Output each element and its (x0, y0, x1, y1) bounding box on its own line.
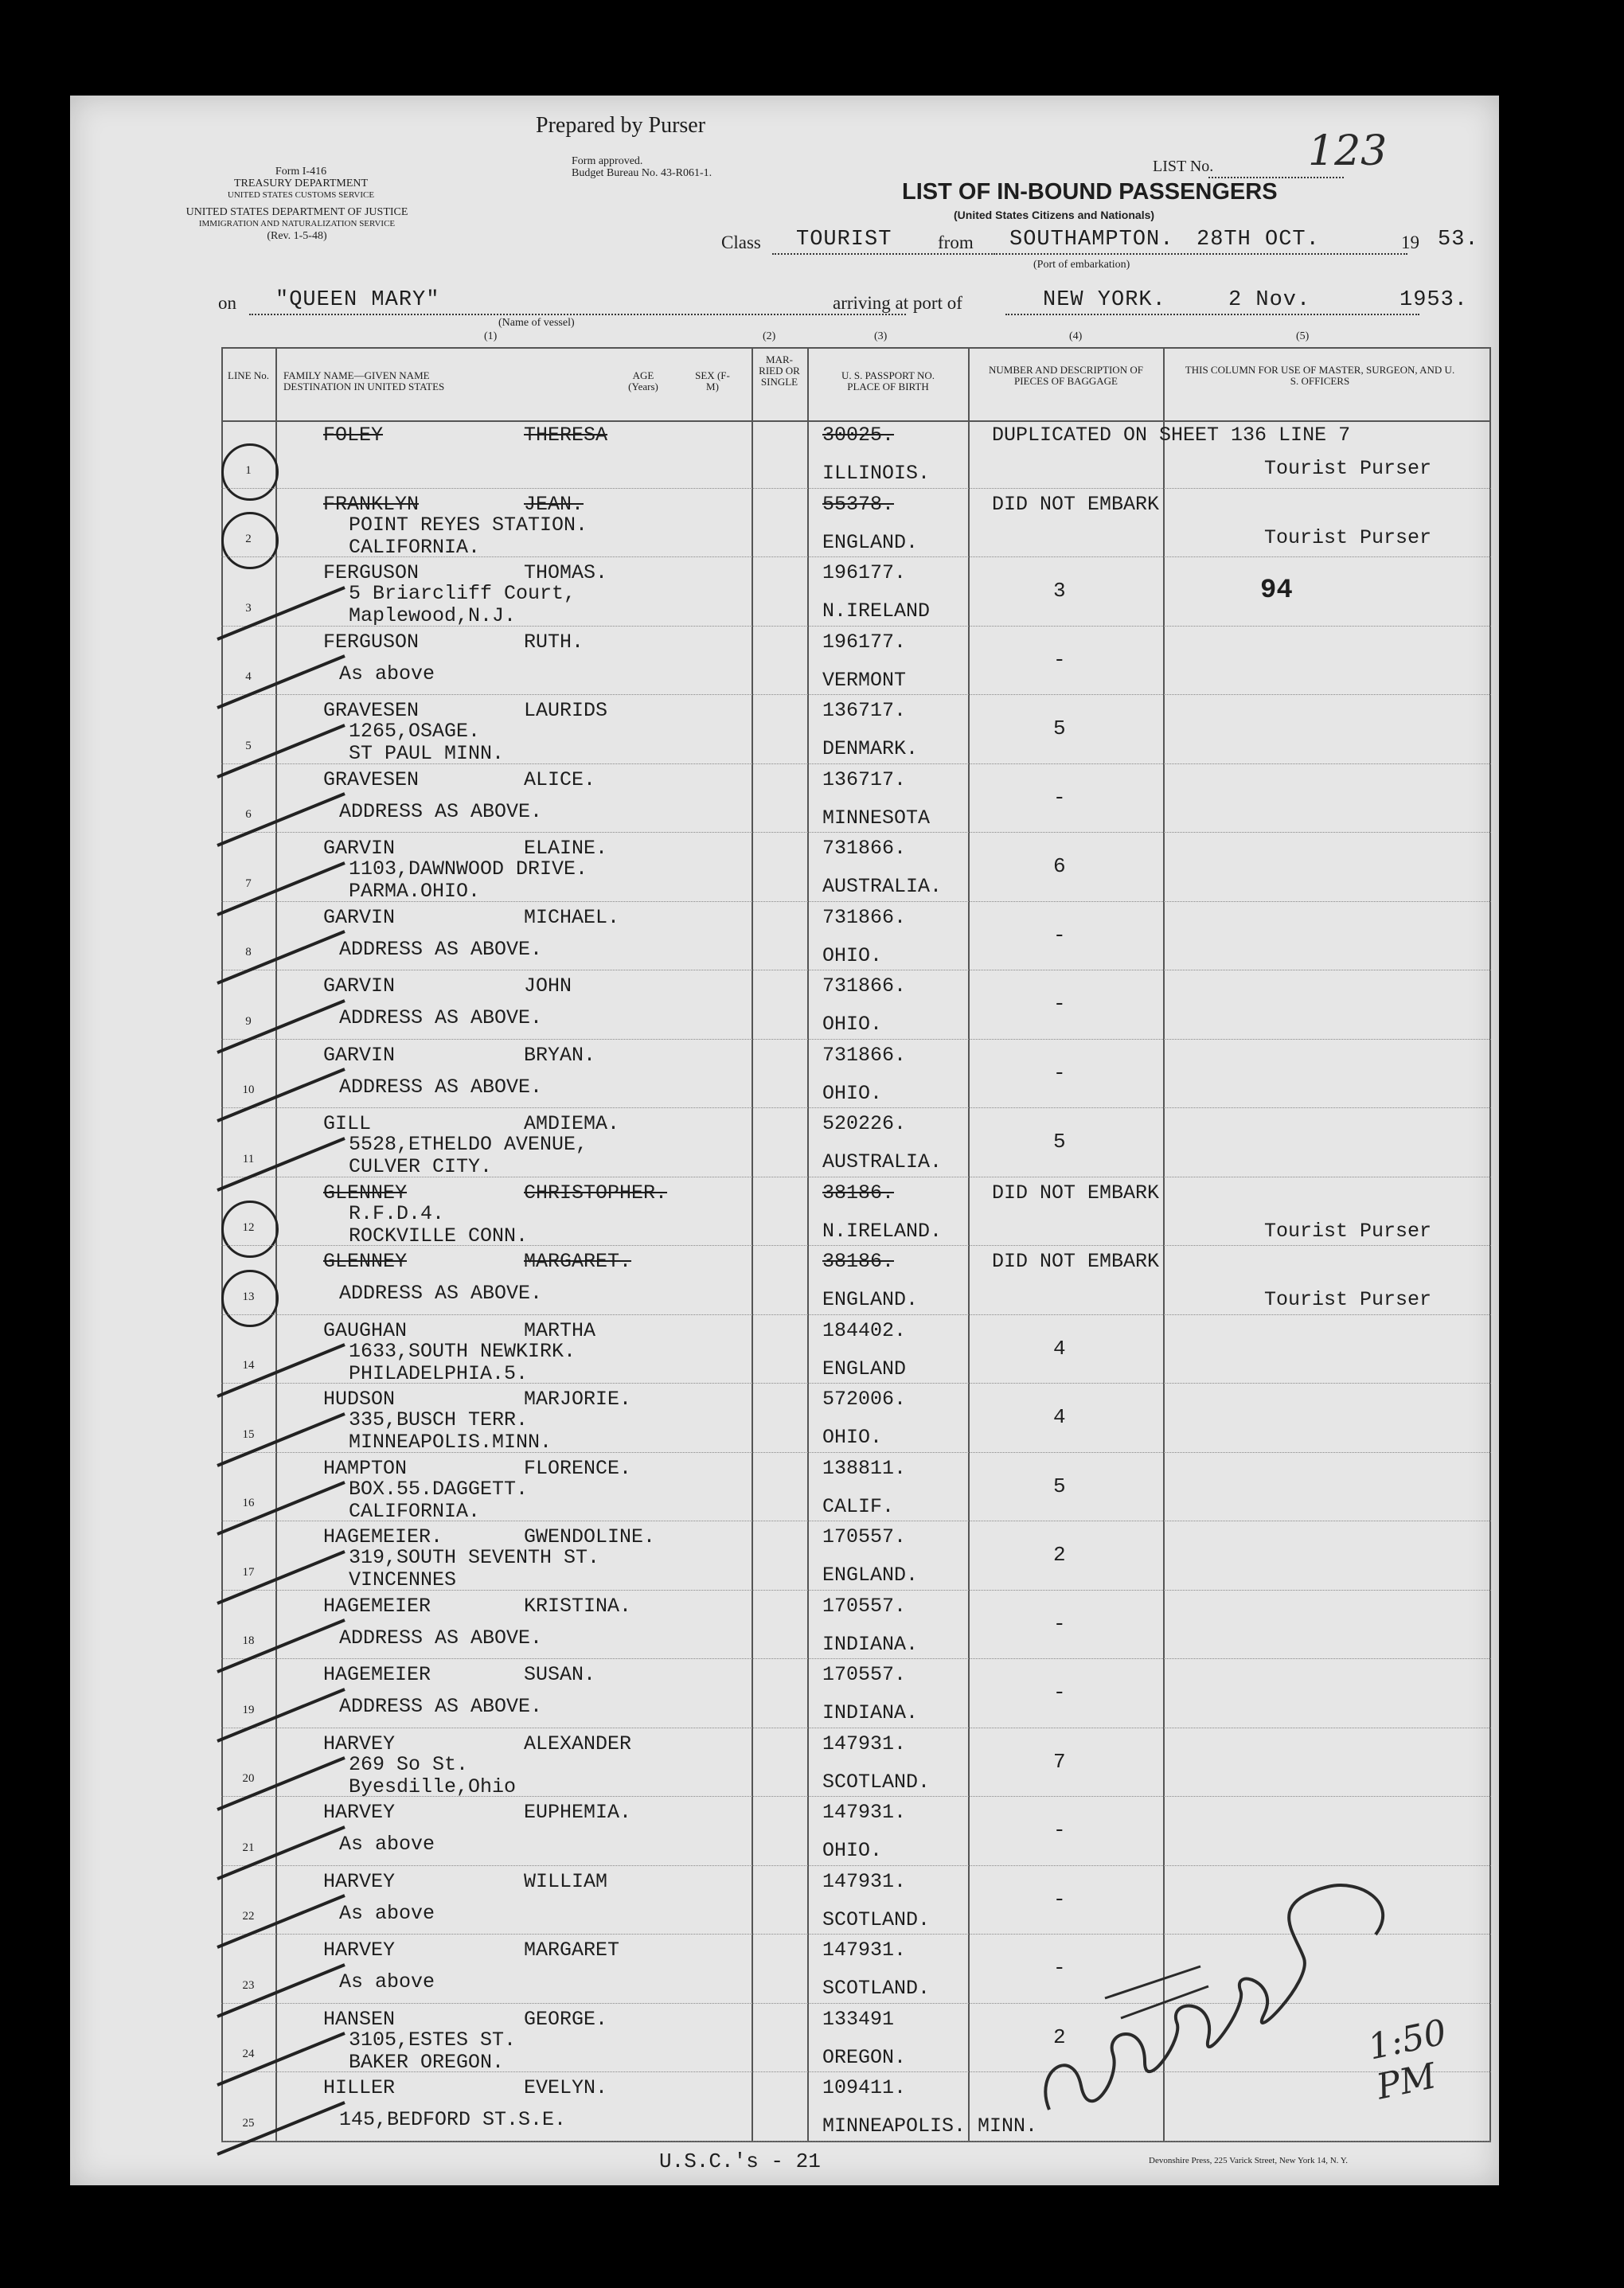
place-of-birth: MINNEAPOLIS. MINN. (822, 2114, 1038, 2138)
family-name: GRAVESEN (323, 699, 420, 722)
place-of-birth: SCOTLAND. (822, 1770, 931, 1794)
place-of-birth: INDIANA. (822, 1701, 919, 1724)
row-number: 19 (242, 1703, 255, 1716)
place-of-birth: MINNESOTA (822, 806, 931, 830)
destination-line: POINT REYES STATION. (349, 513, 588, 537)
form-line: UNITED STATES DEPARTMENT OF JUSTICE (185, 206, 408, 218)
given-name: WILLIAM (524, 1869, 608, 1893)
destination-line: Maplewood,N.J. (349, 604, 517, 627)
baggage-count: 5 (1053, 1130, 1066, 1154)
row-number: 2 (245, 533, 252, 545)
place-of-birth: AUSTRALIA. (822, 875, 943, 898)
given-name: KRISTINA. (524, 1594, 632, 1618)
destination-line: CALIFORNIA. (349, 535, 481, 559)
col-header-baggage: NUMBER AND DESCRIPTION OF PIECES OF BAGGAGE (989, 364, 1143, 387)
col-header-name: FAMILY NAME—GIVEN NAME DESTINATION IN UNITED STATES (283, 369, 445, 392)
place-of-birth: DENMARK. (822, 737, 919, 760)
given-name: EUPHEMIA. (524, 1801, 632, 1824)
on-label: on (218, 293, 236, 313)
place-of-birth: OHIO. (822, 1839, 883, 1862)
passport-number: 147931. (822, 1801, 907, 1824)
passport-number: 170557. (822, 1525, 907, 1548)
destination-line: ADDRESS AS ABOVE. (339, 1626, 543, 1650)
document-title: LIST OF IN-BOUND PASSENGERS (902, 179, 1278, 205)
baggage-count: 4 (1053, 1405, 1066, 1429)
baggage-count: - (1053, 647, 1066, 672)
table-row (70, 627, 1499, 697)
officer-note: DUPLICATED ON SHEET 136 LINE 7 (992, 424, 1351, 447)
destination-line: 1633,SOUTH NEWKIRK. (349, 1339, 576, 1363)
destination-line: As above (339, 1901, 435, 1925)
place-of-birth: VERMONT (822, 668, 907, 692)
document-subtitle: (United States Citizens and Nationals) (954, 209, 1155, 221)
family-name: HAGEMEIER (323, 1663, 431, 1686)
passport-number: 196177. (822, 630, 907, 654)
row-divider (221, 901, 1491, 902)
table-row (70, 490, 1499, 559)
family-name: HARVEY (323, 1939, 396, 1962)
passport-number: 731866. (822, 1043, 907, 1067)
given-name: JOHN (524, 974, 572, 998)
place-of-birth: SCOTLAND. (822, 1977, 931, 2000)
row-number: 16 (242, 1497, 255, 1509)
family-name: GAUGHAN (323, 1318, 408, 1342)
row-divider (221, 1039, 1491, 1040)
given-name: MARGARET. (524, 1250, 632, 1273)
class-value: TOURIST (796, 228, 892, 252)
destination-line: ROCKVILLE CONN. (349, 1224, 529, 1247)
place-of-birth: OREGON. (822, 2045, 907, 2069)
passport-number: 133491 (822, 2007, 895, 2031)
given-name: GEORGE. (524, 2007, 608, 2031)
given-name: LAURIDS (524, 699, 608, 722)
destination-line: R.F.D.4. (349, 1201, 445, 1225)
table-row (70, 1109, 1499, 1178)
destination-line: 3105,ESTES ST. (349, 2028, 517, 2052)
row-divider (221, 488, 1491, 489)
col-header-age: AGE (Years) (628, 369, 658, 392)
table-row (70, 1041, 1499, 1110)
baggage-count: 3 (1053, 579, 1066, 603)
table-row (70, 1178, 1499, 1247)
passport-number: 196177. (822, 561, 907, 584)
destination-line: As above (339, 1833, 435, 1856)
row-number: 13 (242, 1290, 255, 1303)
given-name: ELAINE. (524, 837, 608, 860)
officer-note: 94 (1260, 576, 1293, 606)
baggage-count: - (1053, 1611, 1066, 1636)
row-number: 12 (242, 1221, 255, 1234)
family-name: HAGEMEIER (323, 1594, 431, 1618)
given-name: ALEXANDER (524, 1732, 632, 1755)
family-name: GARVIN (323, 1043, 396, 1067)
form-info (185, 166, 444, 242)
list-no-label: LIST No. (1153, 158, 1214, 175)
family-name: FRANKLYN (323, 492, 420, 516)
given-name: JEAN. (524, 492, 584, 516)
officer-note: DID NOT EMBARK (992, 1181, 1160, 1205)
table-row (70, 420, 1499, 490)
vessel-name: "QUEEN MARY" (275, 288, 440, 312)
place-of-birth: OHIO. (822, 1426, 883, 1449)
destination-line: ST PAUL MINN. (349, 742, 505, 765)
row-divider (221, 763, 1491, 764)
row-divider (221, 1245, 1491, 1246)
row-number: 1 (245, 463, 252, 477)
baggage-count: 6 (1053, 854, 1066, 878)
check-mark (209, 2095, 369, 2166)
given-name: BRYAN. (524, 1043, 596, 1067)
family-name: GRAVESEN (323, 767, 420, 791)
embark-date: 28TH OCT. (1197, 228, 1320, 252)
given-name: THOMAS. (524, 561, 608, 584)
passport-number: 38186. (822, 1250, 895, 1273)
column-number: (4) (1069, 330, 1083, 342)
family-name: HARVEY (323, 1869, 396, 1893)
baggage-count: 4 (1053, 1336, 1066, 1361)
table-row (70, 765, 1499, 834)
given-name: MICHAEL. (524, 905, 620, 929)
family-name: FOLEY (323, 424, 384, 447)
baggage-count: - (1053, 785, 1066, 810)
family-name: GARVIN (323, 837, 396, 860)
given-name: THERESA (524, 424, 608, 447)
place-of-birth: CALIF. (822, 1494, 895, 1518)
baggage-count: - (1053, 923, 1066, 947)
purser-note: Tourist Purser (1264, 1288, 1432, 1311)
row-number: 15 (242, 1427, 255, 1441)
table-row (70, 1454, 1499, 1523)
given-name: CHRISTOPHER. (524, 1181, 668, 1205)
family-name: GLENNEY (323, 1250, 408, 1273)
passport-number: 38186. (822, 1181, 895, 1205)
column-number: (5) (1296, 330, 1310, 342)
row-divider (221, 1658, 1491, 1659)
form-line: TREASURY DEPARTMENT (233, 178, 369, 189)
baggage-count: 5 (1053, 1474, 1066, 1498)
destination-line: 319,SOUTH SEVENTH ST. (349, 1546, 600, 1569)
row-number: 11 (242, 1152, 255, 1165)
baggage-count: - (1053, 1956, 1066, 1980)
row-divider (221, 1383, 1491, 1384)
column-number: (2) (763, 330, 776, 342)
place-of-birth: OHIO. (822, 1013, 883, 1036)
table-row (70, 1660, 1499, 1729)
destination-line: As above (339, 662, 435, 685)
row-number: 4 (245, 670, 252, 683)
given-name: GWENDOLINE. (524, 1525, 656, 1548)
budget-bureau: Budget Bureau No. 43-R061-1. (572, 167, 712, 179)
row-number: 21 (242, 1841, 255, 1854)
row-number: 17 (242, 1565, 255, 1579)
passport-number: 138811. (822, 1456, 907, 1480)
year-prefix: 19 (1401, 232, 1419, 252)
destination-line: ADDRESS AS ABOVE. (339, 1075, 543, 1099)
row-number: 5 (245, 739, 252, 752)
passport-number: 731866. (822, 905, 907, 929)
destination-line: ADDRESS AS ABOVE. (339, 799, 543, 823)
row-number: 10 (242, 1083, 255, 1096)
form-line: UNITED STATES CUSTOMS SERVICE (227, 190, 375, 200)
row-number: 6 (245, 808, 252, 821)
arrival-date: 2 Nov. (1228, 288, 1311, 312)
family-name: HARVEY (323, 1801, 396, 1824)
given-name: MARGARET (524, 1939, 620, 1962)
place-of-birth: INDIANA. (822, 1632, 919, 1656)
passport-number: 520226. (822, 1112, 907, 1135)
row-divider (221, 832, 1491, 833)
arrival-port: NEW YORK. (1043, 288, 1166, 312)
form-approved: Form approved. (572, 155, 643, 167)
given-name: RUTH. (524, 630, 584, 654)
row-number: 7 (245, 877, 252, 890)
embark-year: 53. (1438, 228, 1479, 252)
place-of-birth: OHIO. (822, 943, 883, 967)
given-name: MARTHA (524, 1318, 596, 1342)
place-of-birth: AUSTRALIA. (822, 1150, 943, 1173)
destination-line: ADDRESS AS ABOVE. (339, 937, 543, 961)
row-divider (221, 1107, 1491, 1108)
table-row (70, 696, 1499, 765)
passport-number: 136717. (822, 767, 907, 791)
table-row (70, 1798, 1499, 1867)
form-line: Form I-416 (275, 166, 327, 178)
destination-line: 5528,ETHELDO AVENUE, (349, 1133, 588, 1156)
class-label: Class (721, 232, 761, 252)
place-of-birth: SCOTLAND. (822, 1907, 931, 1931)
row-divider (221, 694, 1491, 695)
place-of-birth: ILLINOIS. (822, 462, 931, 485)
column-number: (1) (484, 330, 498, 342)
baggage-count: - (1053, 1818, 1066, 1842)
passport-number: 147931. (822, 1939, 907, 1962)
printer-imprint: Devonshire Press, 225 Varick Street, New York 14, N. Y. (1149, 2156, 1349, 2165)
destination-line: ADDRESS AS ABOVE. (339, 1695, 543, 1718)
officer-note: DID NOT EMBARK (992, 1250, 1160, 1273)
passport-number: 55378. (822, 492, 895, 516)
family-name: HILLER (323, 2076, 396, 2099)
passport-number: 184402. (822, 1318, 907, 1342)
destination-line: CULVER CITY. (349, 1155, 493, 1178)
passport-number: 731866. (822, 974, 907, 998)
destination-line: BAKER OREGON. (349, 2050, 505, 2074)
place-of-birth: ENGLAND. (822, 1288, 919, 1311)
place-of-birth: ENGLAND. (822, 1564, 919, 1587)
row-divider (221, 1865, 1491, 1866)
destination-line: 335,BUSCH TERR. (349, 1408, 529, 1431)
destination-line: PARMA.OHIO. (349, 880, 481, 903)
destination-line: 1103,DAWNWOOD DRIVE. (349, 857, 588, 880)
family-name: FERGUSON (323, 561, 420, 584)
purser-note: Tourist Purser (1264, 457, 1432, 480)
given-name: AMDIEMA. (524, 1112, 620, 1135)
family-name: HAMPTON (323, 1456, 408, 1480)
place-of-birth: ENGLAND (822, 1357, 907, 1380)
row-number: 20 (242, 1772, 255, 1785)
row-number: 8 (245, 946, 252, 959)
row-number: 24 (242, 2048, 255, 2060)
list-no-value: 123 (1308, 127, 1388, 175)
destination-line: MINNEAPOLIS.MINN. (349, 1431, 552, 1454)
table-row (70, 1247, 1499, 1316)
row-number: 3 (245, 601, 252, 615)
row-number: 22 (242, 1910, 255, 1923)
from-label: from (938, 232, 974, 252)
row-divider (221, 1314, 1491, 1315)
place-of-birth: OHIO. (822, 1081, 883, 1105)
usc-count: U.S.C.'s - 21 (659, 2149, 821, 2173)
row-divider (221, 1796, 1491, 1797)
baggage-count: 5 (1053, 716, 1066, 740)
prepared-by: Prepared by Purser (536, 113, 706, 138)
family-name: GARVIN (323, 974, 396, 998)
table-row (70, 1384, 1499, 1454)
table-row (70, 971, 1499, 1041)
arrival-year: 1953. (1400, 288, 1469, 312)
col-header-sex: SEX (F-M) (695, 369, 730, 392)
passport-number: 731866. (822, 837, 907, 860)
given-name: SUSAN. (524, 1663, 596, 1686)
table-row (70, 1729, 1499, 1798)
row-divider (221, 1590, 1491, 1591)
destination-line: ADDRESS AS ABOVE. (339, 1282, 543, 1305)
baggage-count: - (1053, 1681, 1066, 1704)
form-line: IMMIGRATION AND NATURALIZATION SERVICE (198, 219, 396, 228)
destination-line: CALIFORNIA. (349, 1499, 481, 1523)
destination-line: 5 Briarcliff Court, (349, 582, 576, 605)
place-of-birth: ENGLAND. (822, 530, 919, 554)
passport-number: 147931. (822, 1869, 907, 1893)
destination-line: ADDRESS AS ABOVE. (339, 1006, 543, 1029)
destination-line: 269 So St. (349, 1752, 469, 1776)
destination-line: As above (339, 1970, 435, 1993)
family-name: GLENNEY (323, 1181, 408, 1205)
arriving-label: arriving at port of (833, 293, 962, 313)
baggage-count: - (1053, 992, 1066, 1016)
row-divider (221, 626, 1491, 627)
passport-number: 30025. (822, 424, 895, 447)
passenger-manifest-sheet (70, 96, 1499, 2185)
table-row (70, 558, 1499, 627)
handwritten-time: 1:50 PM (1364, 2012, 1450, 2108)
passport-number: 572006. (822, 1388, 907, 1411)
col-header-line-no: LINE No. (228, 369, 269, 381)
destination-line: 145,BEDFORD ST.S.E. (339, 2108, 567, 2131)
passport-number: 136717. (822, 699, 907, 722)
destination-line: Byesdille,Ohio (349, 1775, 517, 1798)
row-divider (221, 1452, 1491, 1453)
place-of-birth: N.IRELAND (822, 599, 931, 623)
vessel-caption: (Name of vessel) (498, 317, 575, 329)
column-number: (3) (874, 330, 888, 342)
from-value: SOUTHAMPTON. (1009, 228, 1174, 252)
family-name: FERGUSON (323, 630, 420, 654)
baggage-count: 7 (1053, 1749, 1066, 1774)
passport-number: 109411. (822, 2076, 907, 2099)
family-name: HANSEN (323, 2007, 396, 2031)
given-name: FLORENCE. (524, 1456, 632, 1480)
family-name: HARVEY (323, 1732, 396, 1755)
table-row (70, 903, 1499, 972)
destination-line: PHILADELPHIA.5. (349, 1361, 529, 1385)
place-of-birth: N.IRELAND. (822, 1219, 943, 1243)
given-name: MARJORIE. (524, 1388, 632, 1411)
passport-number: 170557. (822, 1594, 907, 1618)
given-name: ALICE. (524, 767, 596, 791)
baggage-count: - (1053, 1060, 1066, 1085)
table-row (70, 1522, 1499, 1591)
family-name: GILL (323, 1112, 372, 1135)
row-number: 14 (242, 1359, 255, 1372)
row-number: 9 (245, 1014, 252, 1028)
table-row (70, 1316, 1499, 1385)
family-name: GARVIN (323, 905, 396, 929)
officer-note: DID NOT EMBARK (992, 492, 1160, 516)
purser-note: Tourist Purser (1264, 1219, 1432, 1243)
baggage-count: 2 (1053, 1543, 1066, 1567)
baggage-count: - (1053, 1887, 1066, 1911)
passport-number: 147931. (822, 1732, 907, 1755)
given-name: EVELYN. (524, 2076, 608, 2099)
destination-line: VINCENNES (349, 1568, 457, 1591)
table-row (70, 1591, 1499, 1661)
row-number: 18 (242, 1634, 255, 1647)
row-number: 25 (242, 2116, 255, 2130)
passport-number: 170557. (822, 1663, 907, 1686)
destination-line: 1265,OSAGE. (349, 720, 481, 743)
form-line: (Rev. 1-5-48) (267, 230, 327, 242)
col-header-married: MAR-RIED OR SINGLE (759, 353, 800, 388)
port-of-embarkation-caption: (Port of embarkation) (1033, 259, 1130, 271)
destination-line: BOX.55.DAGGETT. (349, 1477, 529, 1501)
table-row (70, 834, 1499, 903)
col-header-officers: THIS COLUMN FOR USE OF MASTER, SURGEON, AND U. S. OFFICERS (1185, 364, 1455, 387)
family-name: HUDSON (323, 1388, 396, 1411)
col-header-passport: U. S. PASSPORT NO. PLACE OF BIRTH (841, 369, 935, 392)
row-number: 23 (242, 1978, 255, 1992)
row-divider (221, 556, 1491, 557)
family-name: HAGEMEIER. (323, 1525, 443, 1548)
baggage-count: 2 (1053, 2024, 1066, 2049)
purser-note: Tourist Purser (1264, 525, 1432, 549)
